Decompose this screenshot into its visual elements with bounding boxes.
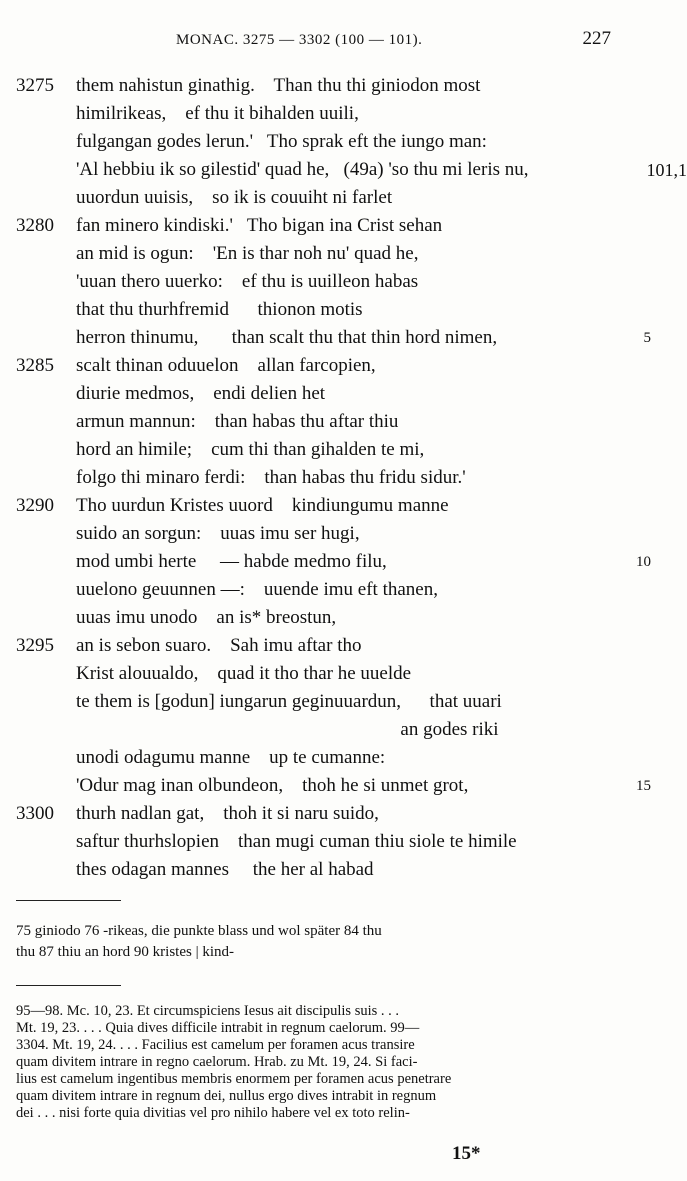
reference-line-6: quam divitem intrare in regnum dei, nullus ergo dives intrabit in regnum — [16, 1088, 437, 1104]
verse-line — [0, 324, 687, 352]
verse-text-line: 'Odur mag inan olbundeon, thoh he si unmet grot, — [76, 775, 469, 796]
verse-text-line: herron thinumu, than scalt thu that thin hord nimen, — [76, 327, 498, 348]
reference-line-3: 3304. Mt. 19, 24. . . . Facilius est camelum per foramen acus transire — [16, 1037, 415, 1053]
verse-line — [0, 268, 687, 296]
line-number: 3295 — [16, 635, 54, 656]
verse-line — [0, 856, 687, 884]
verse-text-line: 'Al hebbiu ik so gilestid' quad he, (49a) 'so thu mi leris nu, — [76, 159, 529, 180]
verse-line — [0, 212, 687, 240]
verse-line — [0, 408, 687, 436]
verse-text-line: an godes riki — [400, 719, 499, 740]
verse-line — [0, 548, 687, 576]
verse-line — [0, 240, 687, 268]
verse-text-line: te them is [godun] iungarun geginuuardun, that uuari — [76, 691, 502, 712]
verse-line — [0, 436, 687, 464]
verse-line — [0, 156, 687, 184]
verse-text-line: that thu thurhfremid thionon motis — [76, 299, 363, 320]
verse-text-line: fan minero kindiski.' Tho bigan ina Crist sehan — [76, 215, 443, 236]
reference-line-5: lius est camelum ingentibus membris enormem per foramen acus penetrare — [16, 1071, 452, 1087]
verse-text-line: fulgangan godes lerun.' Tho sprak eft the iungo man: — [76, 131, 487, 152]
margin-marker: 10 — [636, 554, 651, 570]
line-number: 3280 — [16, 215, 54, 236]
line-number: 3300 — [16, 803, 54, 824]
verse-text-line: unodi odagumu manne up te cumanne: — [76, 747, 386, 768]
apparatus-line-1: 75 giniodo 76 -rikeas, die punkte blass und wol später 84 thu — [16, 923, 382, 939]
margin-marker: 101,1 — [646, 160, 687, 180]
line-number: 3290 — [16, 495, 54, 516]
verse-text-line: uuordun uuisis, so ik is couuiht ni farlet — [76, 187, 393, 208]
verse-line — [0, 72, 687, 100]
verse-text-line: hord an himile; cum thi than gihalden te mi, — [76, 439, 425, 460]
verse-line — [0, 100, 687, 128]
verse-text-line: an is sebon suaro. Sah imu aftar tho — [76, 635, 362, 656]
margin-marker: 15 — [636, 778, 651, 794]
page-header — [0, 28, 687, 54]
verse-text-line: an mid is ogun: 'En is thar noh nu' quad he, — [76, 243, 419, 264]
verse-text-line: mod umbi herte — habde medmo filu, — [76, 551, 387, 572]
reference-line-1: 95—98. Mc. 10, 23. Et circumspiciens Iesus ait discipulis suis . . . — [16, 1003, 400, 1019]
references-divider — [16, 985, 121, 986]
verse-text-line: thes odagan mannes the her al habad — [76, 859, 374, 880]
verse-line — [0, 604, 687, 632]
verse-line — [0, 660, 687, 688]
verse-line — [0, 128, 687, 156]
line-number: 3275 — [16, 75, 54, 96]
verse-line — [0, 772, 687, 800]
page-number: 227 — [582, 28, 611, 49]
verse-text-line: uuas imu unodo an is* breostun, — [76, 607, 337, 628]
verse-text-line: suido an sorgun: uuas imu ser hugi, — [76, 523, 360, 544]
verse-text-line: folgo thi minaro ferdi: than habas thu fridu sidur.' — [76, 467, 466, 488]
verse-text-line: thurh nadlan gat, thoh it si naru suido, — [76, 803, 379, 824]
verse-text-line: Krist alouualdo, quad it tho thar he uuelde — [76, 663, 412, 684]
verse-text-line: himilrikeas, ef thu it bihalden uuili, — [76, 103, 359, 124]
verse-text-line: 'uuan thero uuerko: ef thu is uuilleon habas — [76, 271, 419, 292]
verse-line — [0, 800, 687, 828]
signature-mark: 15* — [452, 1143, 481, 1164]
verse-line — [0, 688, 687, 716]
verse-line — [0, 464, 687, 492]
verse-text-line: them nahistun ginathig. Than thu thi giniodon most — [76, 75, 481, 96]
verse-line — [0, 184, 687, 212]
verse-line — [0, 576, 687, 604]
verse-text-line: Tho uurdun Kristes uuord kindiungumu manne — [76, 495, 449, 516]
verse-text-line: scalt thinan oduuelon allan farcopien, — [76, 355, 376, 376]
verse-line — [0, 632, 687, 660]
verse-line — [0, 744, 687, 772]
verse-text-line: uuelono geuunnen —: uuende imu eft thanen, — [76, 579, 438, 600]
verse-line — [0, 492, 687, 520]
verse-text-line: armun mannun: than habas thu aftar thiu — [76, 411, 399, 432]
running-head: MONAC. 3275 — 3302 (100 — 101). — [176, 32, 423, 48]
verse-line — [0, 296, 687, 324]
apparatus-line-2: thu 87 thiu an hord 90 kristes | kind- — [16, 944, 234, 960]
apparatus-divider — [16, 900, 121, 901]
verse-line — [0, 716, 687, 744]
margin-marker: 5 — [643, 330, 651, 346]
reference-line-7: dei . . . nisi forte quia divitias vel pro nihilo habere vel ex toto relin- — [16, 1105, 410, 1121]
verse-line — [0, 520, 687, 548]
reference-line-4: quam divitem intrare in regno caelorum. Hrab. zu Mt. 19, 24. Si faci- — [16, 1054, 418, 1070]
verse-line — [0, 380, 687, 408]
line-number: 3285 — [16, 355, 54, 376]
verse-text-line: diurie medmos, endi delien het — [76, 383, 326, 404]
verse-text-line: saftur thurhslopien than mugi cuman thiu siole te himile — [76, 831, 517, 852]
reference-line-2: Mt. 19, 23. . . . Quia dives difficile intrabit in regnum caelorum. 99— — [16, 1020, 420, 1036]
verse-line — [0, 352, 687, 380]
verse-line — [0, 828, 687, 856]
